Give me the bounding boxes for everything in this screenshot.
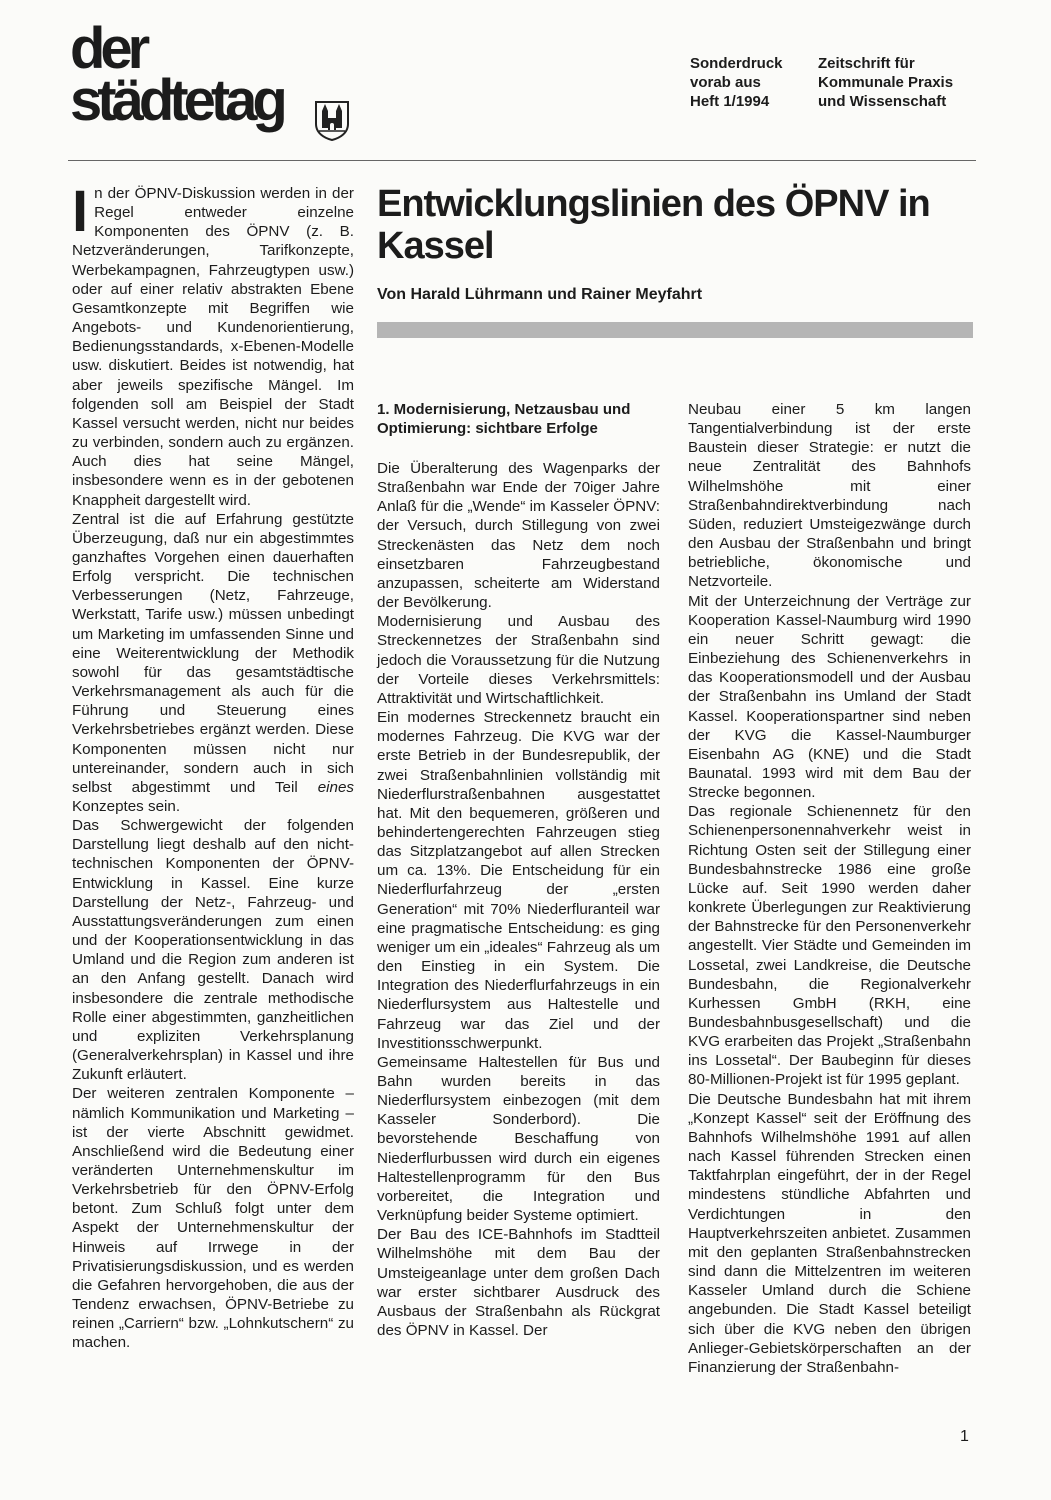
lede-text: Zentral ist die auf Erfahrung gestützte Überzeugung, daß nur ein abgestimmtes ganzhaftes Vorgehen einen dauerhaften Erfolg verspricht. Die technischen Verbesserungen (Netz, Fahrzeuge, Werkstatt, Tarife usw.) müssen unbedingt um Marketing im umfassenden Sinne und eine Weiterentwicklung der Methodik sowohl für das gesamtstädtische Verkehrsmanagement als auch für die Führung und Steuerung eines Verkehrsbetriebes ergänzt werden. Diese Komponenten müssen nicht nur untereinander, sondern auch in sich selbst abgestimmt und Teil <box>72 510 354 796</box>
lede-paragraph <box>72 510 354 817</box>
masthead-staedtetag: städtetag <box>70 68 283 133</box>
lede-paragraph: Der weiteren zentralen Komponente – nämlich Kommunikation und Marketing – ist der vierte Abschnitt gewidmet. Anschließend wird die Bedeutung einer veränderten Unternehmenskultur im Verkehrsbetrieb für den ÖPNV-Erfolg betont. Zum Schluß folgt unter dem Aspekt der Unternehmenskultur der Hinweis auf Irrwege in der Privatisierungsdiskussion, und es werden die Gefahren hervorgehoben, die aus der Tendenz erwachsen, ÖPNV-Betriebe zu reinen „Carriern“ bzw. „Lohnkutschern“ zu machen. <box>72 1085 354 1352</box>
section-heading: 1. Modernisierung, Netzausbau und Optimierung: sichtbare Erfolge <box>377 401 631 437</box>
header-reprint-line: Sonderdruck <box>690 55 783 72</box>
lede-emphasis: eines <box>317 778 354 796</box>
header-journal-line: Zeitschrift für <box>818 55 915 72</box>
header-divider <box>68 160 976 161</box>
body-paragraph: Modernisierung und Ausbau des Streckennetzes der Straßenbahn sind jedoch die Voraussetzung für die Nutzung der Vorteile dieses Verkehrsmittels: Attraktivität und Wirtschaftlichkeit. <box>377 613 660 707</box>
body-paragraph: Neubau einer 5 km langen Tangentialverbindung ist der erste Baustein dieser Strategie: er nutzt die neue Zentralität des Bahnhofs Wilhelmshöhe mit einer Straßenbahndirektverbindung nach Süden, reduziert Umsteigezwänge durch den Ausbau der Straßenbahn und bringt betriebliche, ökonomische und Netzvorteile. <box>688 401 971 591</box>
lede-column <box>72 179 354 1353</box>
article-title: Entwicklungslinien des ÖPNV in Kassel <box>377 183 930 267</box>
body-paragraph: Die Deutsche Bundesbahn hat mit ihrem „Konzept Kassel“ seit der Eröffnung des Bahnhofs Wilhelmshöhe 1991 auf allen nach Kassel führenden Strecken einen Taktfahrplan eingeführt, der in der Regel mindestens stündliche Abfahrten und Verdichtungen in den Hauptverkehrszeiten anbietet. Zusammen mit den geplanten Straßenbahnstrecken sind dann die Mittelzentren im weiteren Kasseler Umland durch die Schiene angebunden. Die Stadt Kassel beteiligt sich über die KVG neben den übrigen Anlieger-Gebietskörperschaften an der Finanzierung der Straßenbahn- <box>688 1090 971 1376</box>
body-paragraph: Mit der Unterzeichnung der Verträge zur Kooperation Kassel-Naumburg wird 1990 ein neuer Schritt gewagt: die Einbeziehung des Schienenverkehrs in das Kooperationsmodell und der Ausbau der Straßenbahn ins Umland der Stadt Kassel. Kooperationspartner sind neben der KVG die Kassel-Naumburger Eisenbahn AG (KNE) und die Stadt Baunatal. 1993 wird mit dem Bau der Strecke begonnen. <box>688 592 971 802</box>
body-paragraph: Der Bau des ICE-Bahnhofs im Stadtteil Wilhelmshöhe mit dem Bau der Umsteigeanlage unter dem großen Dach war erster sichtbarer Ausdruck des Ausbaus der Straßenbahn als Rückgrat des ÖPNV in Kassel. Der <box>377 1226 660 1340</box>
lede-text: Konzeptes sein. <box>72 798 181 815</box>
header-reprint-line: Heft 1/1994 <box>690 93 770 110</box>
article-byline: Von Harald Lührmann und Rainer Meyfahrt <box>377 286 703 303</box>
page-number: 1 <box>960 1428 969 1445</box>
body-column-3 <box>688 400 971 1377</box>
header-journal-line: und Wissenschaft <box>818 93 947 110</box>
body-column-2 <box>377 400 660 1340</box>
masthead-der: der <box>70 16 146 81</box>
body-paragraph: Die Überalterung des Wagenparks der Straßenbahn war Ende der 70iger Jahre Anlaß für die „Wende“ im Kasseler ÖPNV: der Versuch, durch Stillegung von zwei Streckenästen das Netz dem noch einsetzbaren Fahrzeugbestand anzupassen, scheiterte am Widerstand der Bevölkerung. <box>377 460 660 612</box>
drop-cap: I <box>72 179 89 244</box>
city-crest-icon <box>313 98 351 142</box>
header-reprint-line: vorab aus <box>690 74 761 91</box>
header-journal-line: Kommunale Praxis <box>818 74 954 91</box>
title-gray-bar <box>377 322 973 338</box>
header-journal-info <box>818 54 953 111</box>
body-paragraph: Ein modernes Streckennetz braucht ein modernes Fahrzeug. Die KVG war der erste Betrieb in der Bundesrepublik, der zwei Straßenbahnlinien vollständig mit Niederflurstraßenbahnen ausgestattet hat. Mit den bequemeren, größeren und behindertengerechten Fahrzeugen stieg das Sitzplatzangebot auf allen Strecken um ca. 13%. Die Entscheidung für ein Niederflurfahrzeug der „ersten Generation“ mit 70% Niederfluranteil war eine pragmatische Entscheidung: es ging weniger um ein „ideales“ Fahrzeug als um den Einstieg in ein System. Die Integration des Niederflurfahrzeugs in ein Niederflursystem aus Haltestelle und Fahrzeug war das Ziel und der Investitionsschwerpunkt. <box>377 709 660 1052</box>
header-reprint-info <box>690 54 783 111</box>
masthead-logo <box>70 16 370 133</box>
body-paragraph: Das regionale Schienennetz für den Schienenpersonennahverkehr weist in Richtung Osten seit der Stillegung einer Bundesbahnstrecke 1986 eine große Lücke auf. Seit 1990 werden daher konkrete Überlegungen zur Reaktivierung der Bahnstrecke für den Personenverkehr angestellt. Vier Städte und Gemeinden im Lossetal, zwei Landkreise, die Deutsche Bundesbahn, die Regionalverkehr Kurhessen GmbH (RKH, eine Bundesbahnbusgesellschaft) und die KVG erarbeiten das Projekt „Straßenbahn ins Lossetal“. Der Baubeginn für dieses 80-Millionen-Projekt ist für 1995 geplant. <box>688 803 971 1089</box>
body-paragraph: Gemeinsame Haltestellen für Bus und Bahn wurden bereits in das Niederflursystem einbezogen (mit dem Kasseler Sonderbord). Die bevorstehende Beschaffung von Niederflurbussen wird durch ein eigenes Haltestellenprogramm für den Bus vorbereitet, die Integration und Verknüpfung beider Systeme optimiert. <box>377 1053 660 1225</box>
lede-paragraph: n der ÖPNV-Diskussion werden in der Regel entweder einzelne Komponenten des ÖPNV (z. B. Netzveränderungen, Tarifkonzepte, Werbekampagnen, Fahrzeugtypen usw.) oder auf einer relativ abstrakten Ebene Gesamtkonzepte mit Begriffen wie Angebots- und Kundenorientierung, Bedienungsstandards, x-Ebenen-Modelle usw. diskutiert. Beides ist notwendig, hat aber jeweils spezifische Mängel. Im folgenden soll am Beispiel der Stadt Kassel versucht werden, nicht nur beides zu verbinden, sondern auch zu ergänzen. Auch dies hat seine Mängel, insbesondere wenn es in der gebotenen Knappheit dargestellt wird. <box>72 185 354 509</box>
lede-paragraph: Das Schwergewicht der folgenden Darstellung liegt deshalb auf den nicht-technischen Komponenten der ÖPNV-Entwicklung in Kassel. Eine kurze Darstellung der Netz-, Fahrzeug- und Ausstattungsveränderungen zum einen und der Kooperationsentwicklung in das Umland und die Region zum anderen ist an den Anfang gestellt. Danach wird insbesondere die zentrale methodische Rolle einer abgestimmten, ganzheitlichen und expliziten Verkehrsplanung (Generalverkehrsplan) in Kassel und ihre Zukunft erläutert. <box>72 817 354 1084</box>
